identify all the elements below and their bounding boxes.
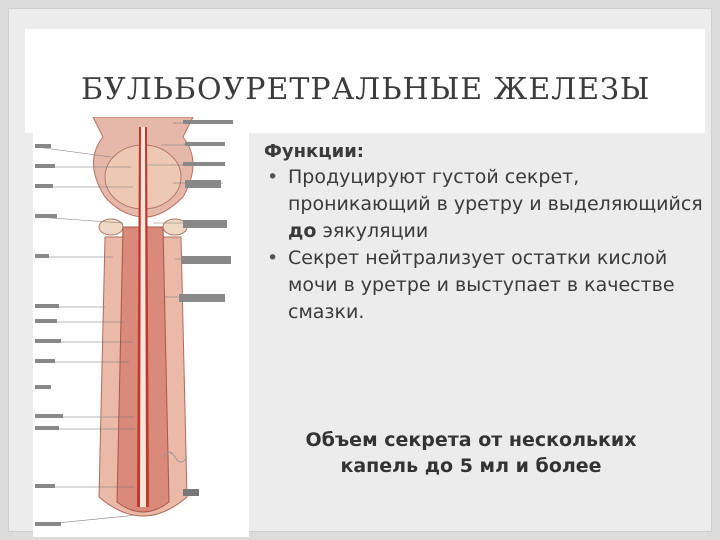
functions-textbox [264,141,704,326]
bullet-item [264,245,704,326]
slide [8,8,712,532]
secretion-volume-note [271,427,671,479]
functions-list [264,164,704,326]
bullet-item [264,164,704,245]
bullet-text-end: эякуляции [316,220,429,242]
slide-title: БУЛЬБОУРЕТРАЛЬНЫЕ ЖЕЛЕЗЫ [81,72,651,107]
urethra-anatomy-drawing [33,117,249,537]
bullet-text: Секрет нейтрализует остатки кислой мочи в уретре и выступает в качестве смазки. [288,247,675,323]
bullet-icon: • [267,166,279,188]
volume-line-2: капель до 5 мл и более [340,455,602,477]
bullet-emphasis: до [288,220,317,242]
urethra-illustration [33,117,249,537]
volume-line-1: Объем секрета от нескольких [305,429,637,451]
bullet-icon: • [267,247,279,269]
bullet-text: Продуцируют густой секрет, проникающий в уретру и выделяющийся [288,166,703,215]
functions-heading: Функции: [264,141,365,162]
